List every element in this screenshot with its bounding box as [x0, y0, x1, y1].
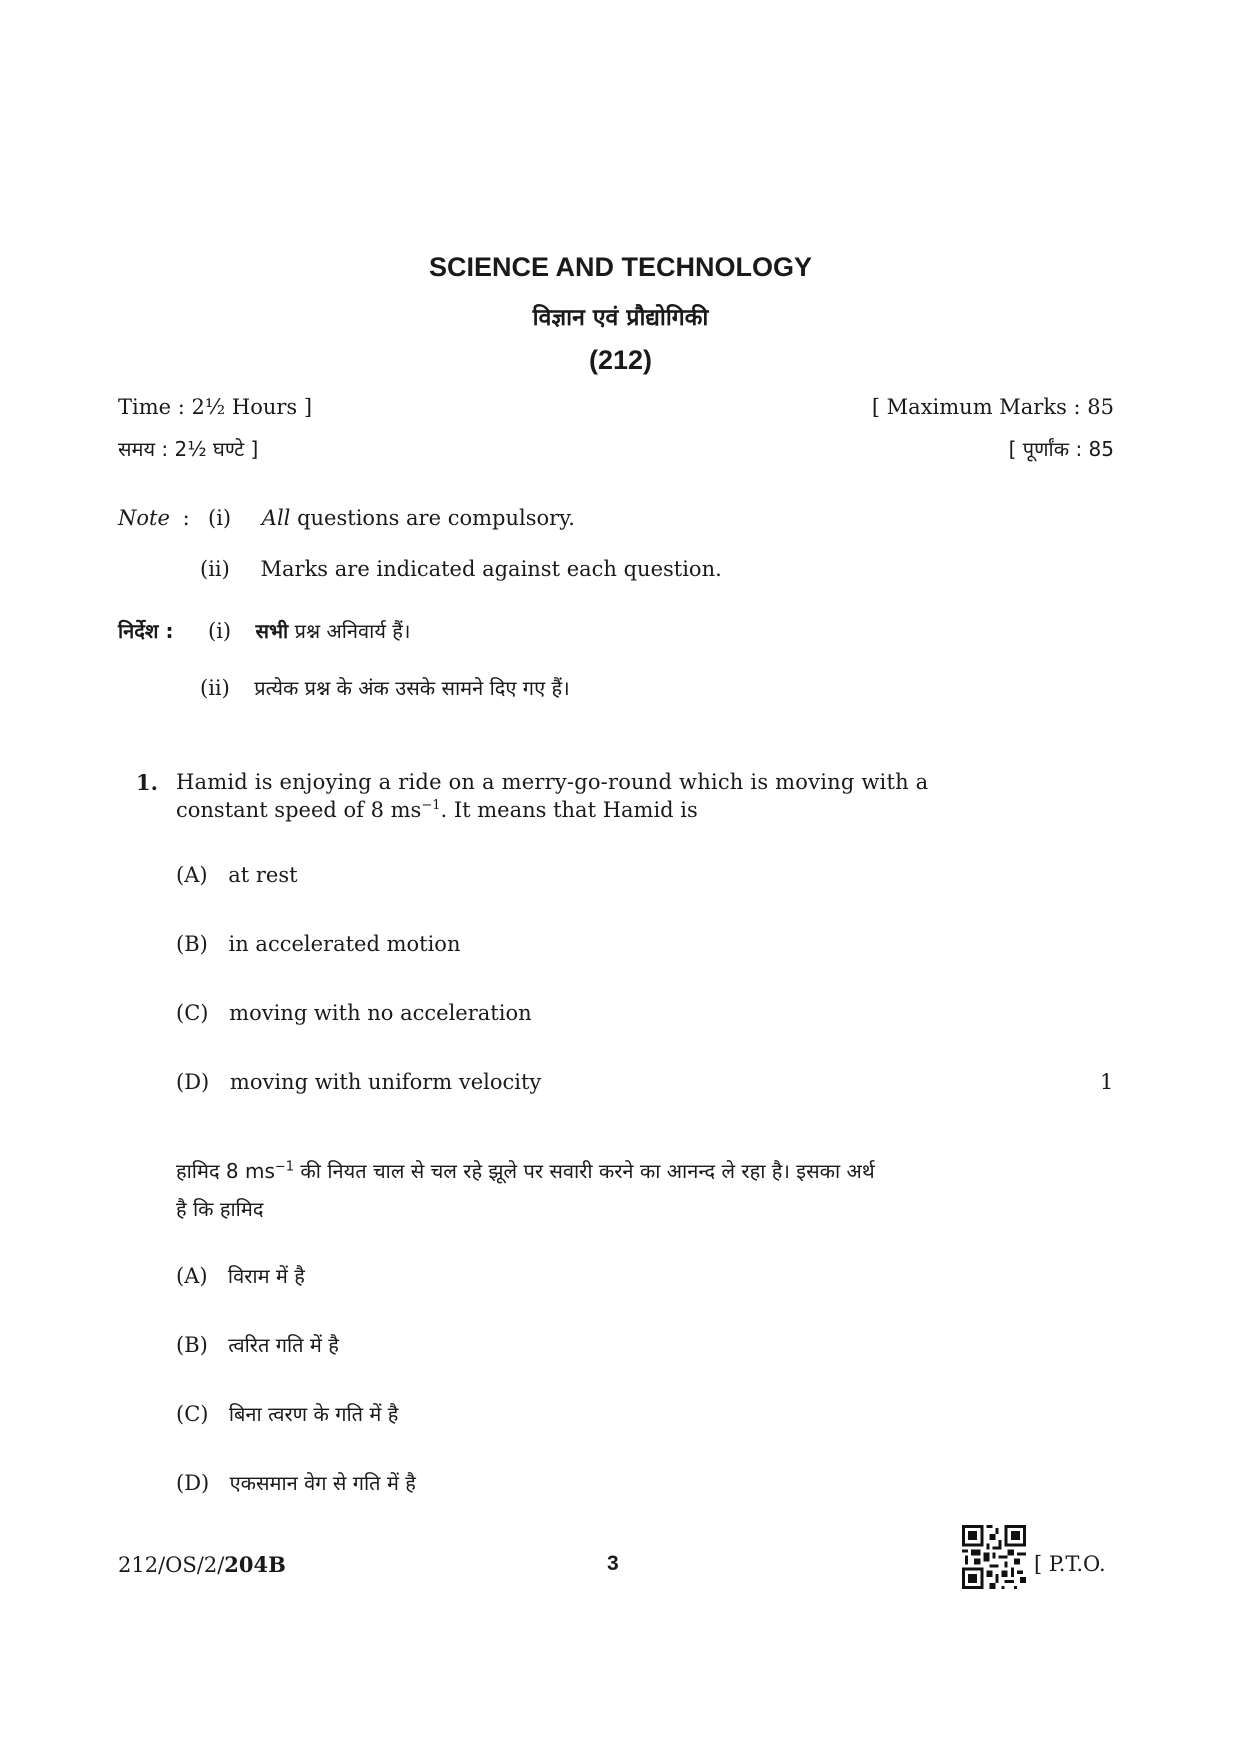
note-en-2: [200, 557, 722, 581]
note-en-1: [208, 506, 575, 530]
option-en-d: [176, 1070, 541, 1094]
option-en-c-label: (C): [176, 1001, 209, 1025]
option-hi-a-label: (A): [176, 1264, 208, 1288]
paper-code-bold: 204B: [224, 1552, 286, 1577]
note-hi-2-num: (ii): [200, 676, 230, 700]
note-hi-1: [208, 617, 411, 644]
option-hi-c: [176, 1400, 398, 1427]
option-en-b: [176, 932, 460, 956]
note-en-1-emph: All: [261, 506, 291, 530]
paper-code-plain: 212/OS/2/: [118, 1553, 225, 1577]
subject-code: (212): [588, 345, 653, 375]
option-hi-d-text: एकसमान वेग से गति में है: [229, 1471, 416, 1495]
note-label: [118, 506, 190, 530]
option-hi-b-label: (B): [176, 1333, 208, 1357]
max-marks-hi: [ पूर्णांक : 85: [1008, 437, 1114, 461]
option-en-b-text: in accelerated motion: [228, 932, 461, 956]
note-colon: :: [182, 506, 190, 530]
option-en-a-label: (A): [176, 863, 208, 887]
question-line2-sup: −1: [421, 798, 441, 813]
max-marks-en: [ Maximum Marks : 85: [871, 395, 1114, 419]
question-hi-line2: है कि हामिद: [176, 1197, 264, 1221]
option-en-c: [176, 1001, 532, 1025]
note-hi-2: [200, 674, 570, 701]
option-en-d-text: moving with uniform velocity: [229, 1070, 542, 1094]
note-en-1-text: questions are compulsory.: [297, 506, 575, 530]
paper-title: SCIENCE AND TECHNOLOGY: [428, 252, 813, 282]
note-hi-1-emph: सभी: [255, 619, 289, 643]
question-text-line2: [176, 798, 698, 822]
option-hi-a: [176, 1262, 305, 1289]
option-en-a: [176, 863, 298, 887]
option-hi-d-label: (D): [176, 1471, 210, 1495]
time-hi: समय : 2½ घण्टे ]: [118, 437, 259, 461]
note-hi-1-num: (i): [208, 619, 232, 643]
question-text-line1: Hamid is enjoying a ride on a merry-go-round which is moving with a: [176, 770, 929, 794]
note-hi-2-text: प्रत्येक प्रश्न के अंक उसके सामने दिए गए हैं।: [254, 676, 570, 700]
qr-code-icon: [962, 1525, 1026, 1589]
option-en-b-label: (B): [176, 932, 208, 956]
option-hi-b: [176, 1331, 339, 1358]
option-en-a-text: at rest: [228, 863, 298, 887]
question-number: 1.: [136, 770, 158, 795]
option-hi-a-text: विराम में है: [227, 1264, 305, 1288]
question-line2-b: . It means that Hamid is: [440, 798, 698, 822]
question-hi-line1-sup: −1: [274, 1159, 295, 1175]
option-hi-b-text: त्वरित गति में है: [228, 1333, 339, 1357]
option-hi-c-text: बिना त्वरण के गति में है: [228, 1402, 399, 1426]
paper-code: [118, 1552, 286, 1577]
question-hi-line1: [176, 1157, 875, 1184]
question-line2-a: constant speed of 8 ms: [176, 798, 422, 822]
paper-title-hindi: विज्ञान एवं प्रौद्योगिकी: [532, 305, 709, 331]
option-en-c-text: moving with no acceleration: [229, 1001, 532, 1025]
page-number: 3: [607, 1552, 619, 1575]
note-en-1-num: (i): [208, 506, 232, 530]
note-label-text: Note: [118, 506, 170, 530]
question-marks: 1: [1100, 1070, 1114, 1094]
note-hi-label: निर्देश :: [118, 619, 174, 643]
time-en: Time : 2½ Hours ]: [118, 395, 313, 419]
note-en-2-num: (ii): [200, 557, 230, 581]
question-hi-line1-b: की नियत चाल से चल रहे झूले पर सवारी करने का आनन्द ले रहा है। इसका अर्थ: [294, 1159, 875, 1183]
note-en-2-text: Marks are indicated against each question.: [260, 557, 722, 581]
option-hi-c-label: (C): [176, 1402, 209, 1426]
note-hi-1-text: प्रश्न अनिवार्य हैं।: [294, 619, 411, 643]
option-en-d-label: (D): [176, 1070, 210, 1094]
question-hi-line1-a: हामिद 8 ms: [176, 1159, 275, 1183]
option-hi-d: [176, 1469, 416, 1496]
pto-label: [ P.T.O.: [1034, 1552, 1106, 1576]
